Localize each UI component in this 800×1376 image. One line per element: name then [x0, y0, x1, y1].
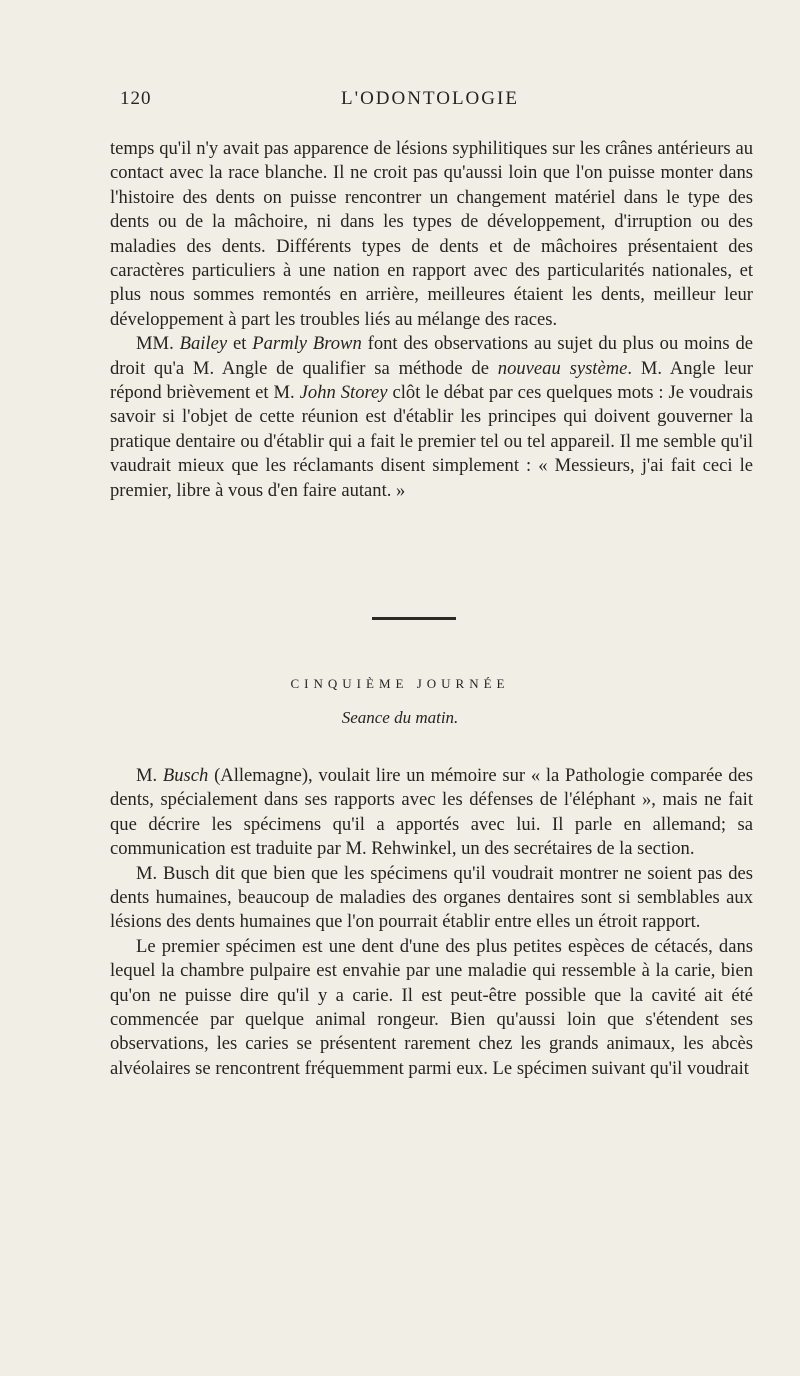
page-header — [110, 88, 750, 114]
name-john-storey: John Storey — [299, 382, 388, 404]
term-nouveau-systeme: nouveau système — [497, 357, 628, 379]
paragraph-debate — [110, 332, 753, 503]
paragraph-continuation: temps qu'il n'y avait pas apparence de lésions syphilitiques sur les crânes antérieurs au contact avec la race blanche. Il ne croit pas qu'aussi loin que l'on puisse monter dans l'histoire des dents on puisse rencontrer un changement matériel dans le type des dents ou de la mâchoire, ni dans les types de développement, d'irruption ou des maladies des dents. Différents types de dents et de mâchoires présentaient des caractères particuliers à une nation en rapport avec des particularités nationales, et plus nous sommes remontés en arrière, meilleures étaient les dents, meilleur leur développement à part les troubles liés au mélange des races. — [110, 138, 753, 330]
text-run: font des observations au sujet du plus ou moins de droit qu'a M. Angle de qualifier sa méthode de — [110, 333, 753, 379]
text-run: M. — [136, 765, 163, 786]
text-run: . M. Angle leur répond brièvement et M. — [110, 357, 753, 404]
name-bailey: Bailey — [179, 333, 228, 355]
text-run: MM. — [136, 333, 180, 355]
text-run: (Allemagne), voulait lire un mémoire sur « la Pathologie comparée des dents, spécialement dans ses rapports avec les défenses de l'éléphant », mais ne fait que décrire les spécimens qu'il a apportés avec lui. Il parle en allemand; sa communication est traduite par M. Rehwinkel, un des secrétaires de la section. — [110, 765, 753, 860]
text-run: et — [227, 333, 253, 355]
paragraph-busch-specimens: M. Busch dit que bien que les spécimens qu'il voudrait montrer ne soient pas des dents humaines, beaucoup de maladies des organes dentaires sont si semblables aux lésions des dents humaines que l'on pourrait établir entre elles un étroit rapport. — [110, 862, 753, 933]
running-title: L'ODONTOLOGIE — [341, 88, 519, 109]
paragraph-first-specimen: Le premier spécimen est une dent d'une des plus petites espèces de cétacés, dans lequel la chambre pulpaire est envahie par une maladie qui ressemble à la carie, bien qu'on ne puisse dire qu'il y a carie. Il est peut-être possible que la cavité ait été commencée par quelque animal rongeur. Bien qu'aussi loin que s'étendent ses observations, les caries se présentent rarement chez les grands animaux, les abcès alvéolaires se rencontrent fréquemment parmi eux. Le spécimen suivant qu'il voudrait — [110, 935, 753, 1079]
paragraph-busch-intro — [110, 764, 753, 862]
name-parmly-brown: Parmly Brown — [252, 333, 362, 355]
section-divider — [372, 617, 456, 620]
section-heading: CINQUIÈME JOURNÉE — [290, 676, 510, 691]
page-number: 120 — [120, 88, 152, 109]
text-block-top — [110, 137, 753, 503]
text-block-bottom — [110, 764, 753, 1081]
session-title: Seance du matin. — [341, 708, 459, 727]
text-run: clôt le débat par ces quelques mots : Je voudrais savoir si l'objet de cette réunion est d'établir les principes qui doivent gouverner la pratique dentaire ou d'établir qui a fait le premier tel ou tel appareil. Il me semble qu'il vaudrait mieux que les réclamants disent simplement : « Messieurs, j'ai fait ceci le premier, libre à vous d'en faire autant. » — [110, 382, 753, 501]
name-busch: Busch — [162, 765, 209, 786]
